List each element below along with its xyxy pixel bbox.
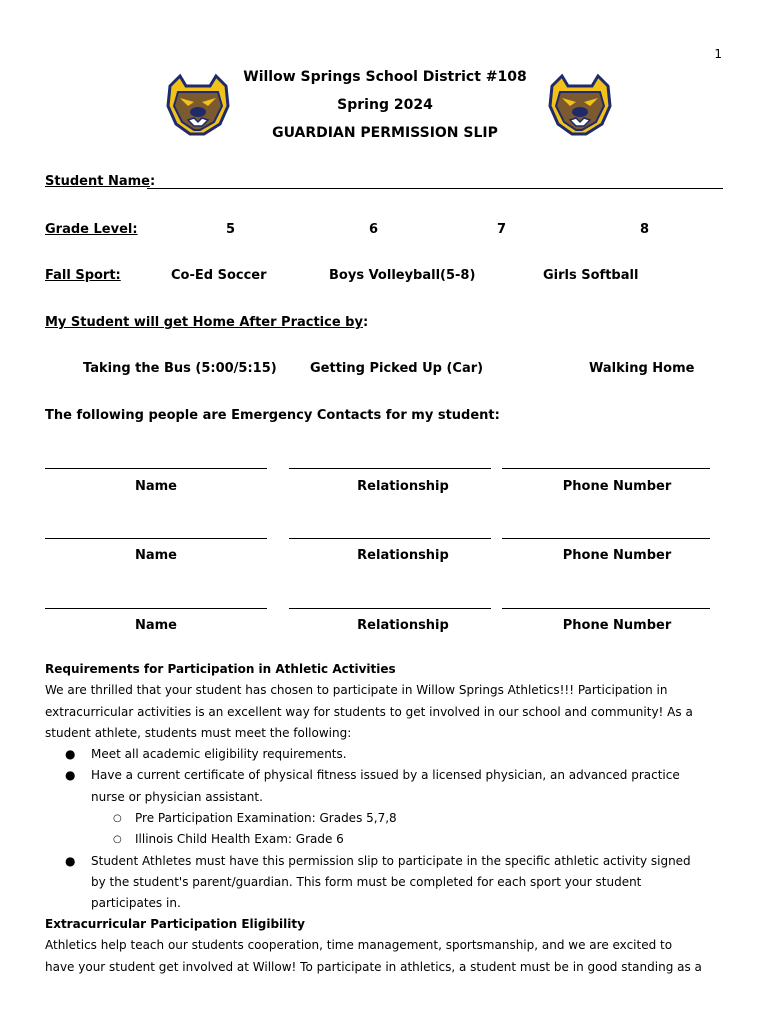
requirements-heading: Requirements for Participation in Athletic Activities <box>45 662 396 676</box>
contact-phone-label: Phone Number <box>562 479 672 494</box>
list-item <box>45 829 705 850</box>
contact-name-label: Name <box>134 618 177 633</box>
requirement-text: Student Athletes must have this permission slip to participate in the specific athletic activity signed by the student's parent/guardian. This form must be completed for each sport your student participates in. <box>91 853 691 911</box>
home-after-practice-label <box>45 315 368 330</box>
grade-option-7[interactable]: 7 <box>497 222 507 237</box>
fall-sport-label: Fall Sport: <box>45 268 121 283</box>
grade-option-6[interactable]: 6 <box>369 222 379 237</box>
eligibility-text: Athletics help teach our students cooperation, time management, sportsmanship, and we are excited to have your student get involved at Willow! To participate in athletics, a student must be in good standing as a <box>45 938 702 974</box>
bullet-icon: ● <box>65 853 76 868</box>
student-name-field[interactable] <box>147 188 723 189</box>
list-item <box>45 808 705 829</box>
home-after-practice-text: My Student will get Home After Practice by <box>45 315 363 330</box>
contact-phone-label: Phone Number <box>562 618 672 633</box>
hollow-bullet-icon: ○ <box>113 813 122 825</box>
form-title: GUARDIAN PERMISSION SLIP <box>272 125 498 141</box>
student-name-label <box>45 174 155 189</box>
contact-relationship-label: Relationship <box>357 618 449 633</box>
contact-name-label: Name <box>134 479 177 494</box>
sport-option-volleyball[interactable]: Boys Volleyball(5-8) <box>329 268 476 283</box>
season-title: Spring 2024 <box>337 97 433 113</box>
eligibility-heading: Extracurricular Participation Eligibility <box>45 917 305 931</box>
hollow-bullet-icon: ○ <box>113 834 122 846</box>
sport-option-soccer[interactable]: Co-Ed Soccer <box>171 268 267 283</box>
contact-3-phone-field[interactable] <box>502 608 710 609</box>
contact-relationship-label: Relationship <box>357 548 449 563</box>
student-name-colon: : <box>149 174 156 189</box>
requirements-list-cont <box>45 851 705 915</box>
district-title: Willow Springs School District #108 <box>243 69 527 85</box>
grade-option-5[interactable]: 5 <box>226 222 236 237</box>
exam-text: Pre Participation Examination: Grades 5,7,8 <box>135 811 397 826</box>
eligibility-section <box>45 914 705 978</box>
contact-2-relationship-field[interactable] <box>289 538 491 539</box>
contact-2-name-field[interactable] <box>45 538 267 539</box>
page-number: 1 <box>714 47 722 61</box>
contact-relationship-label: Relationship <box>357 479 449 494</box>
home-option-car[interactable]: Getting Picked Up (Car) <box>310 361 484 376</box>
home-option-bus[interactable]: Taking the Bus (5:00/5:15) <box>83 361 277 376</box>
contact-1-phone-field[interactable] <box>502 468 710 469</box>
requirement-text: Meet all academic eligibility requirements. <box>91 747 347 762</box>
exam-sublist <box>45 808 705 851</box>
list-item <box>45 765 705 808</box>
list-item <box>45 744 705 765</box>
student-name-label-text: Student Name <box>45 174 150 189</box>
emergency-contacts-heading: The following people are Emergency Contacts for my student: <box>45 408 500 423</box>
requirement-text: Have a current certificate of physical fitness issued by a licensed physician, an advanced practice nurse or physician assistant. <box>91 768 680 804</box>
list-item <box>45 851 705 915</box>
contact-3-name-field[interactable] <box>45 608 267 609</box>
exam-text: Illinois Child Health Exam: Grade 6 <box>135 832 344 847</box>
bullet-icon: ● <box>65 747 76 762</box>
grade-level-label: Grade Level: <box>45 222 138 237</box>
sport-option-softball[interactable]: Girls Softball <box>543 268 639 283</box>
grade-option-8[interactable]: 8 <box>640 222 650 237</box>
requirements-section <box>45 659 705 915</box>
home-after-practice-colon: : <box>362 315 369 330</box>
contact-1-name-field[interactable] <box>45 468 267 469</box>
contact-3-relationship-field[interactable] <box>289 608 491 609</box>
home-option-walk[interactable]: Walking Home <box>589 361 695 376</box>
requirements-list <box>45 744 705 808</box>
contact-2-phone-field[interactable] <box>502 538 710 539</box>
contact-1-relationship-field[interactable] <box>289 468 491 469</box>
bullet-icon: ● <box>65 768 76 783</box>
requirements-intro: We are thrilled that your student has chosen to participate in Willow Springs Athletics!!! Participation in extracurricular activities is an excellent way for students to get involved in our school and community! As a student athlete, students must meet the following: <box>45 683 693 740</box>
contact-name-label: Name <box>134 548 177 563</box>
contact-phone-label: Phone Number <box>562 548 672 563</box>
